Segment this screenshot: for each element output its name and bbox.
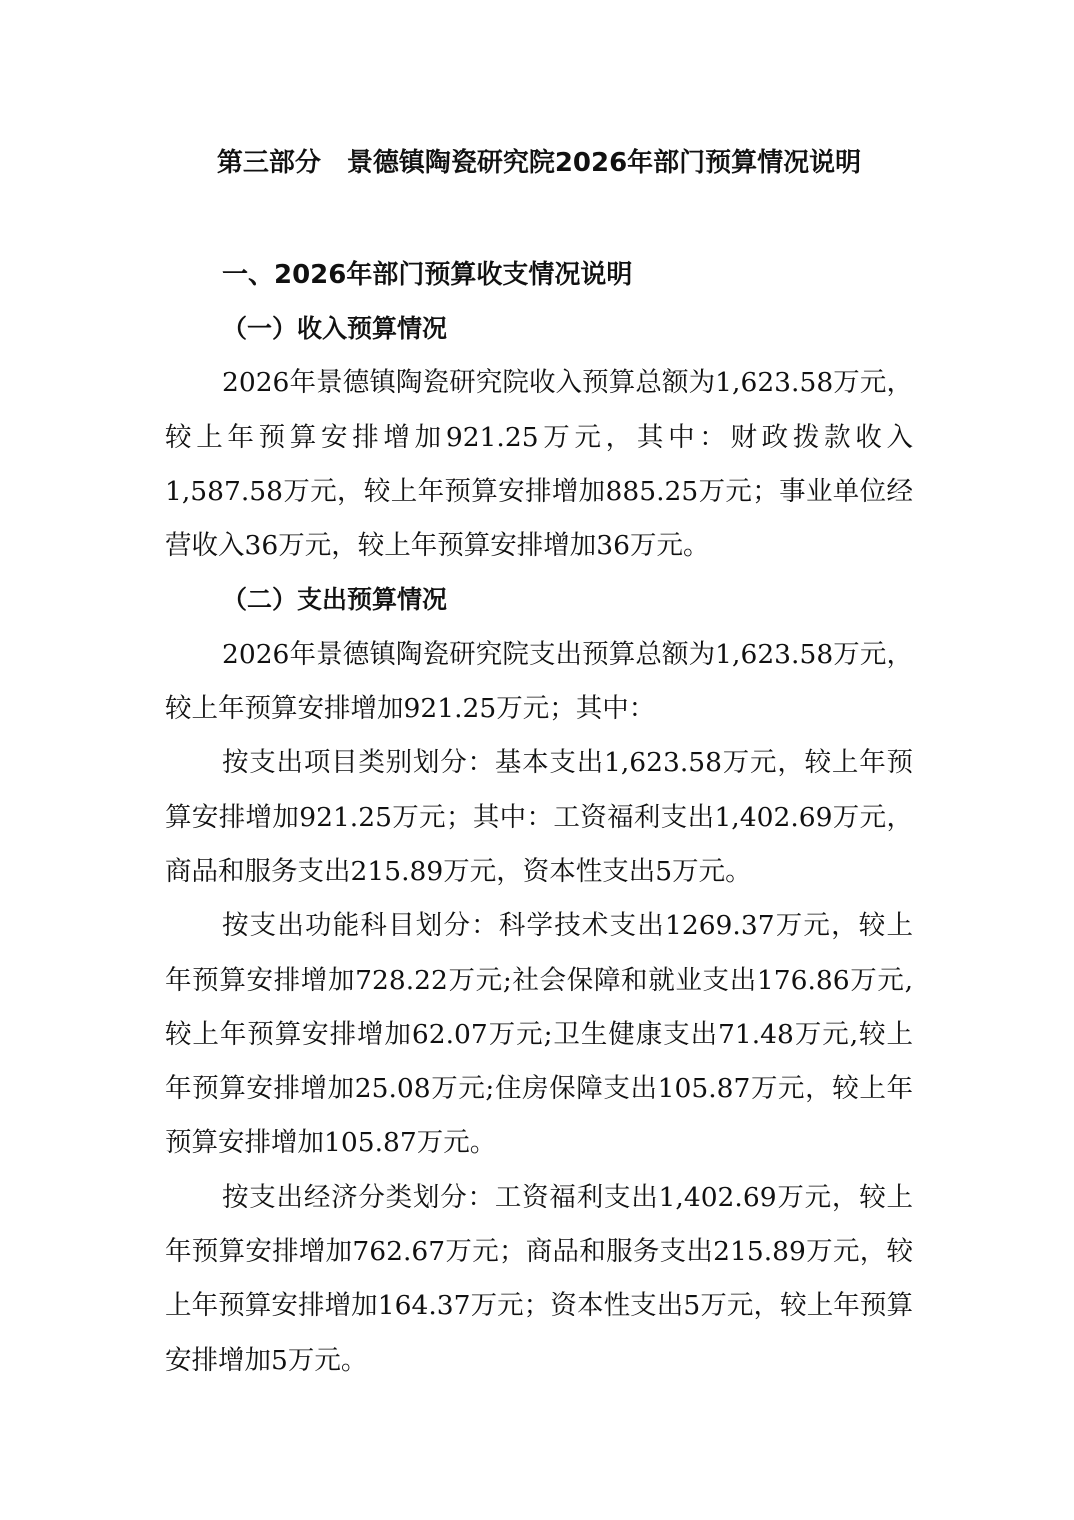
section-heading-budget-overview: 一、2026年部门预算收支情况说明 — [222, 260, 633, 290]
paragraph-expenditure-by-project: 按支出项目类别划分：基本支出1,623.58万元，较上年预算安排增加921.25万元；其中：工资福利支出1,402.69万元，商品和服务支出215.89万元，资本性支出5万元。 — [165, 747, 913, 887]
subheading-expenditure-budget: （二）支出预算情况 — [222, 585, 448, 615]
paragraph-expenditure-by-function: 按支出功能科目划分：科学技术支出1269.37万元，较上年预算安排增加728.22万元;社会保障和就业支出176.86万元,较上年预算安排增加62.07万元;卫生健康支出71.48万元,较上年预算安排增加25.08万元;住房保障支出105.87万元，较上年预算安排增加105.87万元。 — [165, 910, 913, 1159]
paragraph-expenditure-total: 2026年景德镇陶瓷研究院支出预算总额为1,623.58万元，较上年预算安排增加921.25万元；其中： — [165, 638, 913, 725]
document-page — [165, 140, 913, 1388]
document-title: 第三部分 景德镇陶瓷研究院2026年部门预算情况说明 — [216, 148, 862, 178]
paragraph-income-budget: 2026年景德镇陶瓷研究院收入预算总额为1,623.58万元，较上年预算安排增加921.25万元，其中：财政拨款收入1,587.58万元，较上年预算安排增加885.25万元；事业单位经营收入36万元，较上年预算安排增加36万元。 — [165, 367, 913, 562]
subheading-income-budget: （一）收入预算情况 — [222, 314, 448, 343]
paragraph-expenditure-by-economic-class: 按支出经济分类划分：工资福利支出1,402.69万元，较上年预算安排增加762.67万元；商品和服务支出215.89万元，较上年预算安排增加164.37万元；资本性支出5万元，较上年预算安排增加5万元。 — [165, 1181, 913, 1376]
